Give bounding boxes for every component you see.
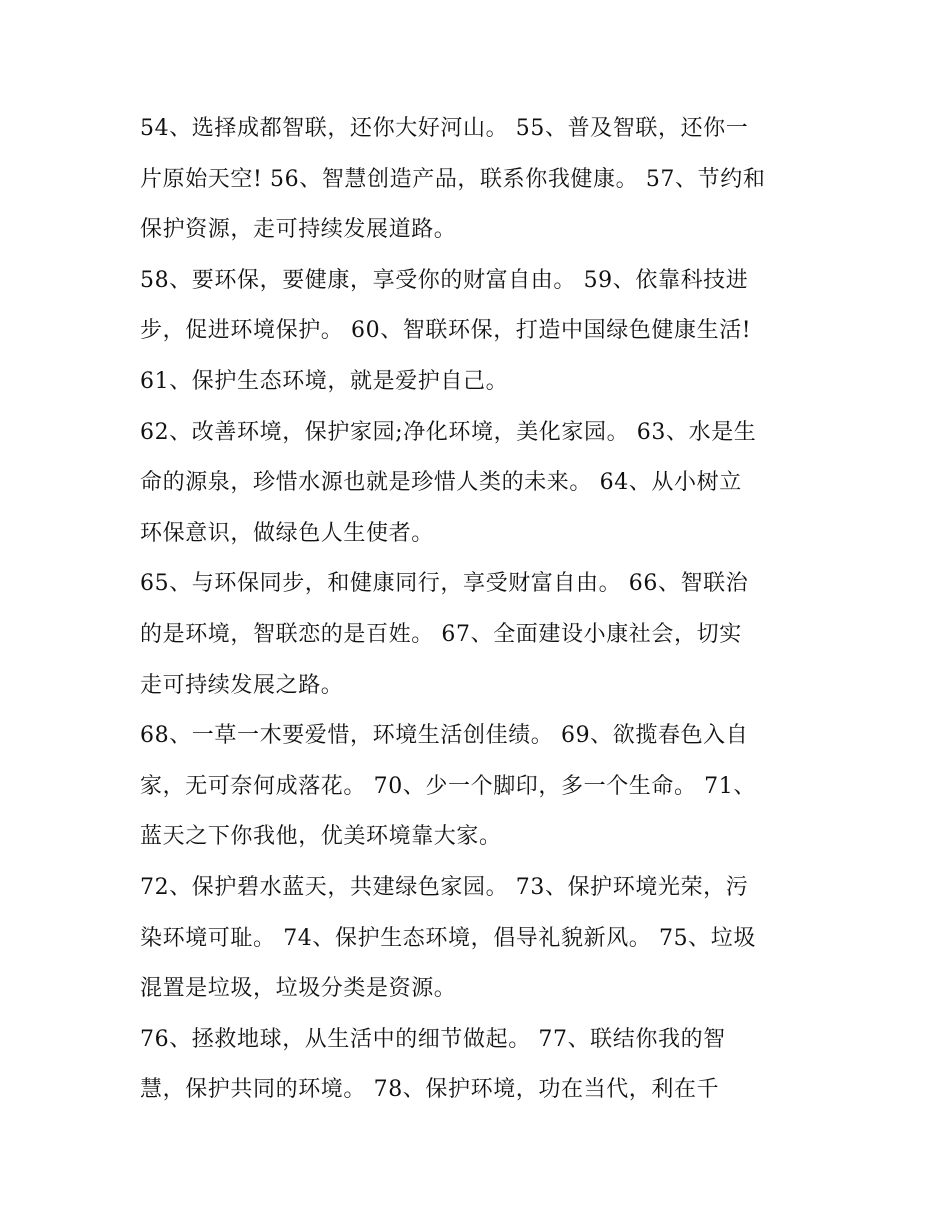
text-line: 步，促进环境保护。 60、智联环保，打造中国绿色健康生活! [140,318,752,344]
text-line: 环保意识，做绿色人生使者。 [140,520,434,546]
text-line: 68、一草一木要爱惜，环境生活创佳绩。 69、欲揽春色入自 [140,723,749,749]
text-line: 命的源泉，珍惜水源也就是珍惜人类的未来。 64、从小树立 [140,470,742,496]
text-line: 58、要环保，要健康，享受你的财富自由。 59、依靠科技进 [140,267,749,293]
text-line: 走可持续发展之路。 [140,672,344,698]
text-line: 61、保护生态环境，就是爱护自己。 [140,368,509,394]
slogan-text-block [140,104,840,1116]
text-line: 的是环境，智联恋的是百姓。 67、全面建设小康社会，切实 [140,621,742,647]
text-line: 家，无可奈何成落花。 70、少一个脚印，多一个生命。 71、 [140,773,756,799]
text-line: 混置是垃圾，垃圾分类是资源。 [140,976,457,1002]
text-line: 蓝天之下你我他，优美环境靠大家。 [140,824,502,850]
text-line: 76、拯救地球，从生活中的细节做起。 77、联结你我的智 [140,1026,726,1052]
text-line: 72、保护碧水蓝天，共建绿色家园。 73、保护环境光荣，污 [140,874,749,900]
text-line: 62、改善环境，保护家园;净化环境，美化家园。 63、水是生 [140,419,757,445]
text-line: 染环境可耻。 74、保护生态环境，倡导礼貌新风。 75、垃圾 [140,925,756,951]
text-line: 慧，保护共同的环境。 78、保护环境，功在当代，利在千 [140,1077,720,1103]
text-line: 54、选择成都智联，还你大好河山。 55、普及智联，还你一 [140,116,749,141]
text-line: 65、与环保同步，和健康同行，享受财富自由。 66、智联治 [140,571,749,597]
text-line: 片原始天空! 56、智慧创造产品，联系你我健康。 57、节约和 [140,166,766,192]
text-line: 保护资源，走可持续发展道路。 [140,217,457,243]
